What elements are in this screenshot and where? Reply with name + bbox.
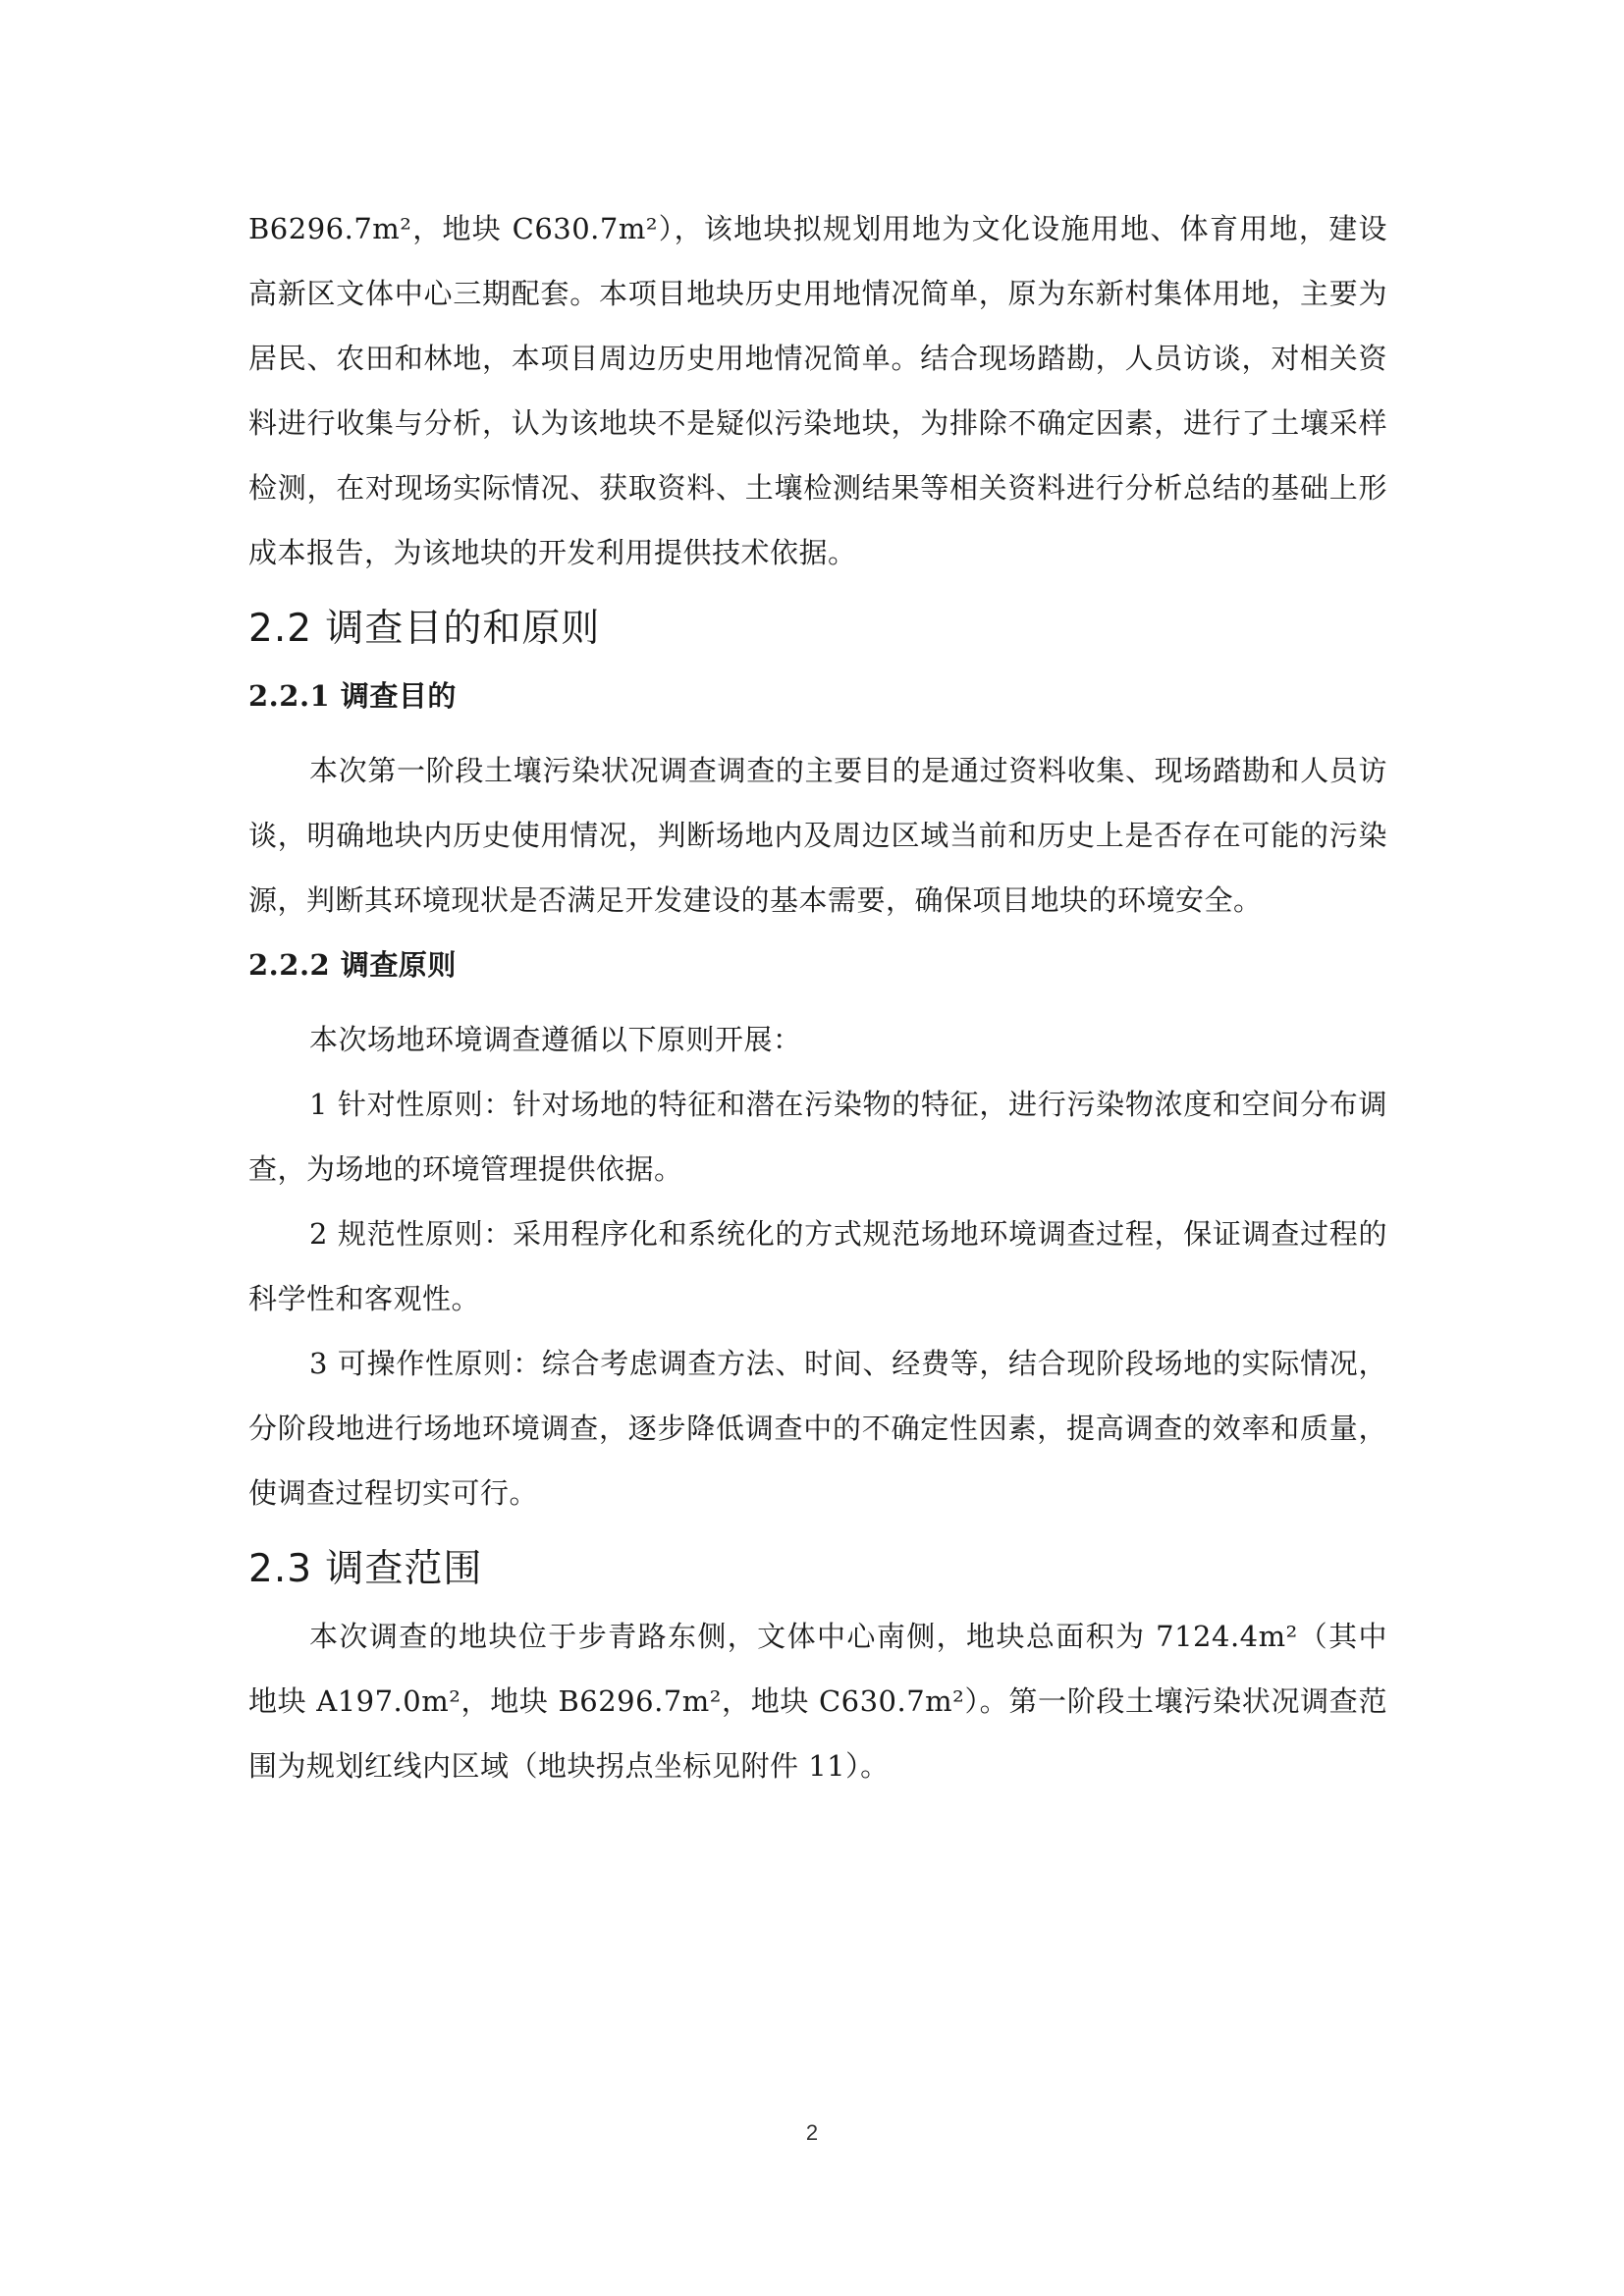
purpose-paragraph: 本次第一阶段土壤污染状况调查调查的主要目的是通过资料收集、现场踏勘和人员访谈，明确地块内历史使用情况，判断场地内及周边区域当前和历史上是否存在可能的污染源，判断其环境现状是否满足开发建设的基本需要，确保项目地块的环境安全。 — [248, 754, 1387, 917]
section-2-2-heading: 2.2 调查目的和原则 — [248, 607, 601, 651]
section-2-2-1-heading: 2.2.1 调查目的 — [248, 679, 457, 713]
scope-paragraph: 本次调查的地块位于步青路东侧，文体中心南侧，地块总面积为 7124.4m²（其中地块 A197.0m²，地块 B6296.7m²，地块 C630.7m²）。第一阶段土壤污染状况调查范围为规划红线内区域（地块拐点坐标见附件 11）。 — [248, 1620, 1387, 1783]
principle-item-3: 3 可操作性原则：综合考虑调查方法、时间、经费等，结合现阶段场地的实际情况，分阶段地进行场地环境调查，逐步降低调查中的不确定性因素，提高调查的效率和质量，使调查过程切实可行。 — [248, 1347, 1387, 1510]
principle-item-2: 2 规范性原则：采用程序化和系统化的方式规范场地环境调查过程，保证调查过程的科学性和客观性。 — [248, 1217, 1387, 1315]
document-page — [248, 196, 1387, 1798]
principles-lead: 本次场地环境调查遵循以下原则开展： — [309, 1023, 802, 1056]
principle-item-1: 1 针对性原则：针对场地的特征和潜在污染物的特征，进行污染物浓度和空间分布调查，为场地的环境管理提供依据。 — [248, 1088, 1387, 1186]
section-2-2-2-heading: 2.2.2 调查原则 — [248, 948, 457, 982]
intro-paragraph: B6296.7m²，地块 C630.7m²），该地块拟规划用地为文化设施用地、体育用地，建设高新区文体中心三期配套。本项目地块历史用地情况简单，原为东新村集体用地，主要为居民、农田和林地，本项目周边历史用地情况简单。结合现场踏勘，人员访谈，对相关资料进行收集与分析，认为该地块不是疑似污染地块，为排除不确定因素，进行了土壤采样检测，在对现场实际情况、获取资料、土壤检测结果等相关资料进行分析总结的基础上形成本报告，为该地块的开发利用提供技术依据。 — [248, 212, 1387, 569]
section-2-3-heading: 2.3 调查范围 — [248, 1547, 483, 1591]
page-number: 2 — [805, 2120, 819, 2145]
